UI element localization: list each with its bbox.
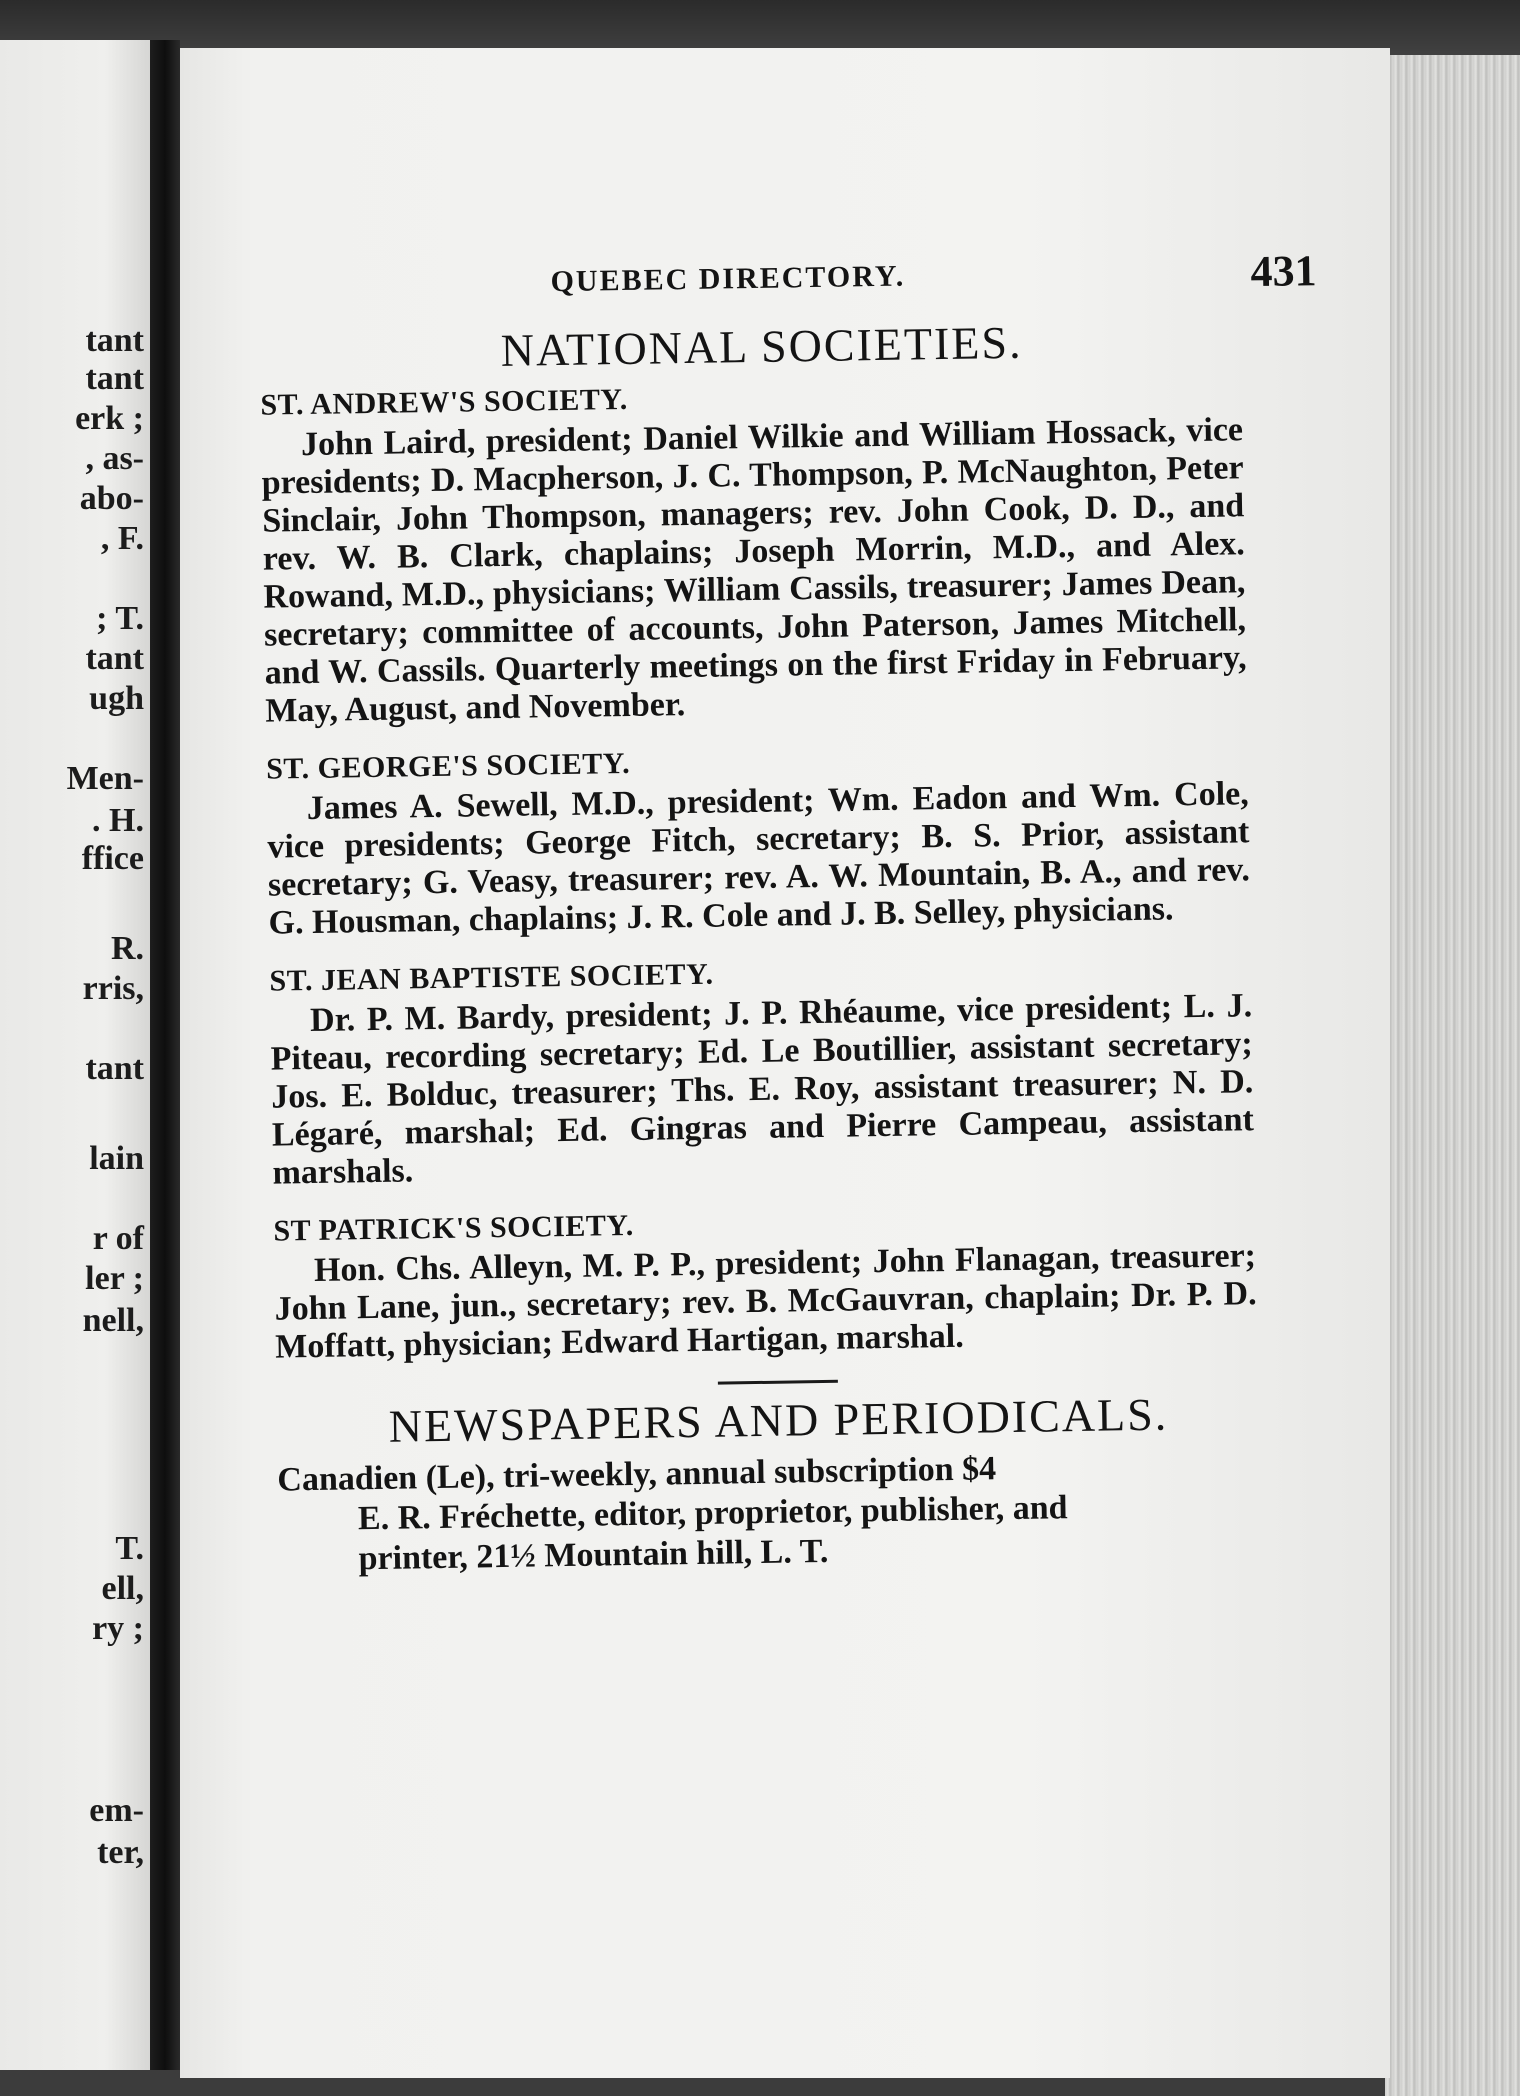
society-description: Dr. P. M. Bardy, president; J. P. Rhéaume, vice president; L. J. Piteau, recording secretary; Ed. Le Boutillier, assistant secretary; Jos. E. Bolduc, treasurer; Ths. E. Roy, assistant treasurer; N. D. Légaré, marshal; Ed. Gingras and Pierre Campeau, assistant marshals. <box>270 987 1255 1192</box>
society-entry <box>242 373 1247 731</box>
left-page-fragment: ell, <box>101 1570 144 1607</box>
left-page-fragment: erk ; <box>75 400 144 437</box>
society-name: ST. JEAN BAPTISTE SOCIETY. <box>269 957 714 998</box>
directory-page <box>180 48 1390 2078</box>
society-entry <box>251 949 1254 1193</box>
left-page-fragment: nell, <box>82 1302 144 1339</box>
left-page-fragment: ffice <box>81 840 144 877</box>
left-page-fragment: r of <box>92 1220 144 1257</box>
newspaper-entry-line: Canadien (Le), tri-weekly, annual subscription $4 <box>277 1450 997 1499</box>
society-description: Hon. Chs. Alleyn, M. P. P., president; John Flanagan, treasurer; John Lane, jun., secretary; rev. B. McGauvran, chaplain; Dr. P. D. Moffatt, physician; Edward Hartigan, marshal. <box>274 1237 1257 1366</box>
left-page-fragment: tant <box>85 360 144 397</box>
left-page-fragment: . H. <box>92 802 144 839</box>
page-stack-edges <box>1385 55 1520 2096</box>
left-page-fragment: ugh <box>89 680 144 717</box>
left-page-fragment: , as- <box>85 440 144 477</box>
left-page-fragment: R. <box>110 930 144 967</box>
society-name: ST. GEORGE'S SOCIETY. <box>265 746 631 786</box>
society-entry <box>255 1199 1257 1367</box>
left-page-fragment: ry ; <box>92 1610 144 1647</box>
left-page-fragment: , F. <box>100 520 144 557</box>
society-description: John Laird, president; Daniel Wilkie and William Hossack, vice presidents; D. Macpherson, J. C. Thompson, P. McNaughton, Peter Sinclair, John Thompson, managers; rev. John Cook, D. D., and rev. W. B. Clark, chaplains; Joseph Morrin, M.D., and Alex. Rowand, M.D., physicians; William Cassils, treasurer; James Dean, secretary; committee of accounts, John Paterson, James Mitchell, and W. Cassils. Quarterly meetings on the first Friday in February, May, August, and November. <box>261 411 1247 730</box>
section-title-national-societies: NATIONAL SOCIETIES. <box>500 316 1023 376</box>
society-name: ST PATRICK'S SOCIETY. <box>273 1208 635 1248</box>
running-header <box>240 232 1317 318</box>
left-page-fragment: tant <box>85 322 144 359</box>
book-gutter <box>150 40 180 2070</box>
newspaper-entry-line: printer, 21½ Mountain hill, L. T. <box>358 1532 829 1578</box>
left-page-fragment: abo- <box>79 480 144 517</box>
newspaper-entry-line: E. R. Fréchette, editor, proprietor, publisher, and <box>357 1489 1068 1538</box>
left-page-fragment: em- <box>89 1792 144 1829</box>
left-page-fragment: tant <box>85 1050 144 1087</box>
left-facing-page <box>0 40 150 2070</box>
society-entry <box>248 737 1251 943</box>
left-page-fragment: ler ; <box>85 1260 144 1297</box>
page-number: 431 <box>1250 246 1317 297</box>
page-text-block <box>240 232 1317 1581</box>
section-divider-rule <box>718 1380 838 1385</box>
society-description: James A. Sewell, M.D., president; Wm. Eadon and Wm. Cole, vice presidents; George Fitch, secretary; B. S. Prior, assistant secretary; G. Veasy, treasurer; rev. A. W. Mountain, B. A., and rev. G. Housman, chaplains; J. R. Cole and J. B. Selley, physicians. <box>267 775 1251 942</box>
society-name: ST. ANDREW'S SOCIETY. <box>260 382 628 422</box>
section-title-newspapers: NEWSPAPERS AND PERIODICALS. <box>388 1388 1169 1452</box>
left-page-fragment: ter, <box>97 1834 144 1871</box>
left-page-fragment: tant <box>85 640 144 677</box>
left-page-fragment: rris, <box>82 970 144 1007</box>
left-page-fragment: ; T. <box>96 600 144 637</box>
newspaper-entry <box>277 1445 1261 1580</box>
left-page-fragment: Men- <box>66 760 144 797</box>
running-title: QUEBEC DIRECTORY. <box>550 259 906 299</box>
left-page-fragment: lain <box>89 1140 144 1177</box>
left-page-fragment: T. <box>115 1530 144 1567</box>
